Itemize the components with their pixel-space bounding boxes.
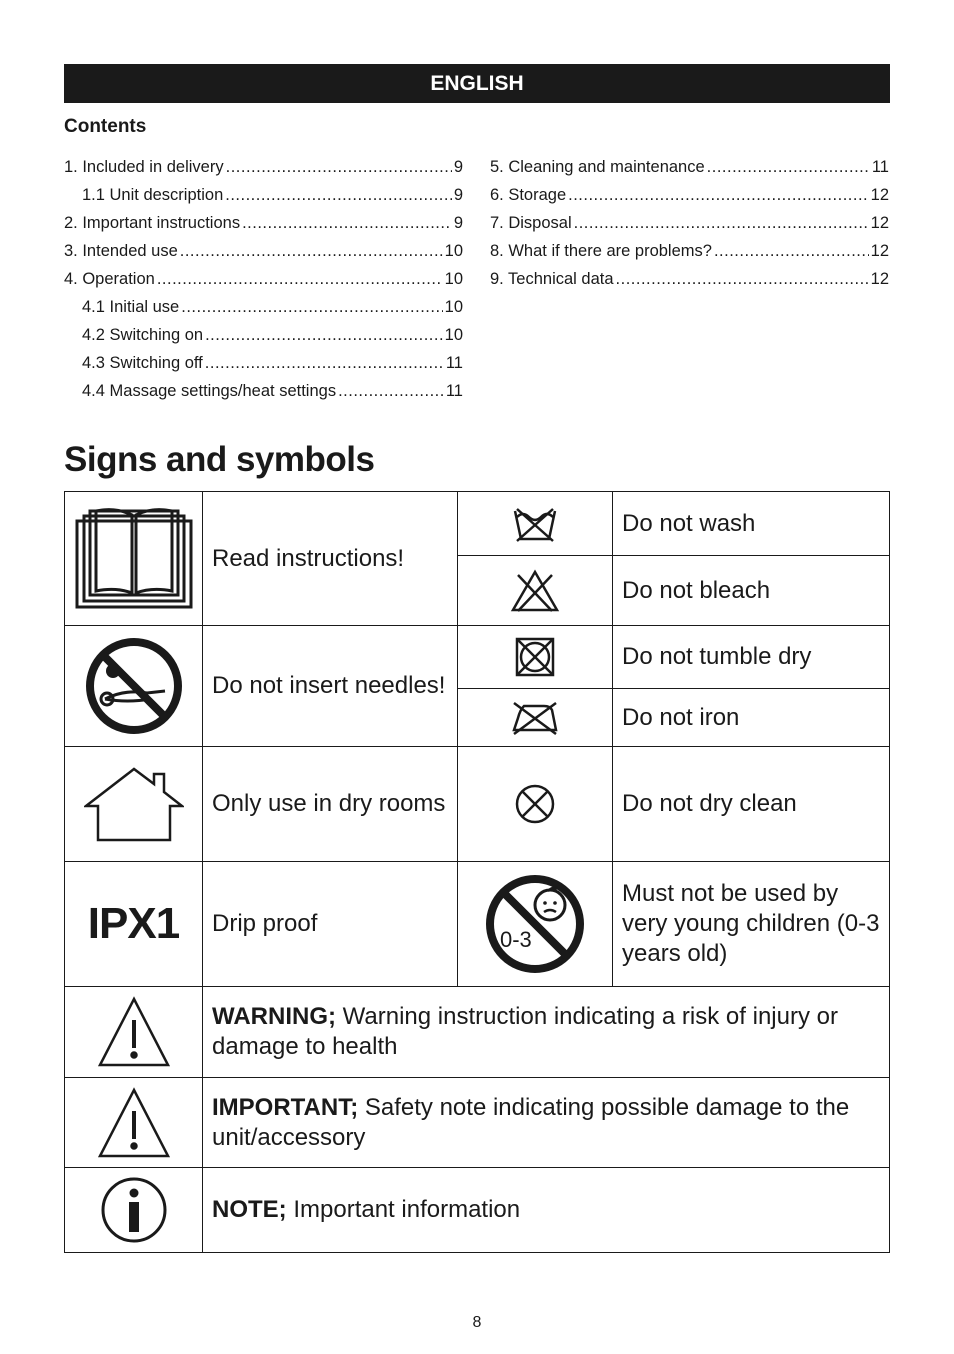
toc-entry-page: 10 [444,298,463,316]
dry-rooms-label: Only use in dry rooms [203,747,458,862]
toc-entry-label: 7. Disposal [490,214,572,232]
warning-icon-cell [65,987,203,1078]
toc-leader-dots [225,186,452,205]
toc-entry-label: 1. Included in delivery [64,158,224,176]
toc-leader-dots [714,242,869,261]
toc-leader-dots [226,158,452,177]
toc-right-column [490,158,889,298]
toc-entry [64,270,463,298]
wash-icon-cell [458,492,613,556]
toc-entry-label: 5. Cleaning and maintenance [490,158,705,176]
section-title: Signs and symbols [64,440,375,479]
toc-entry [64,326,463,354]
toc-entry-label: 2. Important instructions [64,214,241,232]
house-icon [84,766,184,842]
toc-entry-page: 9 [453,186,463,204]
toc-entry [490,214,889,242]
toc-entry [64,186,463,214]
toc-leader-dots [616,270,869,289]
toc-entry-label: 4. Operation [64,270,155,288]
bleach-icon-cell [458,556,613,626]
ipx1-mark: IPX1 [87,899,180,948]
toc-entry-label: 6. Storage [490,186,567,204]
do-not-dry-clean-icon [514,783,556,825]
child-icon-cell [458,862,613,987]
warning-description [203,987,890,1078]
toc-entry [64,214,463,242]
young-children-label: Must not be used by very young children (0-3 years old) [613,862,890,987]
toc-leader-dots [157,270,443,289]
needle-icon-cell [65,626,203,747]
do-not-bleach-label: Do not bleach [613,556,890,626]
toc-entry-label: 9. Technical data [490,270,614,288]
iron-icon-cell [458,689,613,747]
toc-entry [64,382,463,410]
toc-leader-dots [180,242,443,261]
toc-leader-dots [568,186,869,205]
contents-title: Contents [64,116,147,137]
toc-entry-label: 4.3 Switching off [82,354,203,372]
no-needles-label: Do not insert needles! [203,626,458,747]
ipx1-cell [65,862,203,987]
toc-entry [490,270,889,298]
age-badge: 0-3 [500,927,532,952]
important-label: IMPORTANT; [212,1093,359,1121]
toc-entry-page: 12 [870,242,889,260]
book-icon-cell [65,492,203,626]
toc-entry-page: 11 [871,158,889,176]
page-number: 8 [472,1314,482,1331]
toc-entry-page: 12 [870,186,889,204]
toc-leader-dots [242,214,452,233]
read-instructions-label: Read instructions! [203,492,458,626]
do-not-iron-label: Do not iron [613,689,890,747]
note-text: Important information [286,1196,521,1223]
toc-entry [64,158,463,186]
warning-label: WARNING; [212,1003,336,1030]
note-label: NOTE; [212,1196,287,1223]
toc-leader-dots [181,298,442,317]
book-icon [74,507,194,611]
toc-leader-dots [205,354,444,373]
important-text: Safety note indicating possible damage to the unit/accessory [212,1093,850,1151]
important-icon-cell [65,1078,203,1168]
toc-leader-dots [707,158,870,177]
toc-entry-page: 9 [453,158,463,176]
toc-leader-dots [338,382,444,401]
info-icon [100,1176,168,1244]
toc-left-column [64,158,463,410]
do-not-iron-icon [510,700,560,736]
toc-entry-page: 10 [444,242,463,260]
toc-entry [64,242,463,270]
toc-leader-dots [205,326,443,345]
no-young-children-icon [484,873,586,975]
toc-entry-page: 11 [445,382,463,400]
drip-proof-label: Drip proof [203,862,458,987]
language-header: ENGLISH [64,64,890,103]
no-needles-icon [85,637,183,735]
toc-entry-label: 4.4 Massage settings/heat settings [82,382,337,400]
toc-leader-dots [574,214,869,233]
toc-entry [64,354,463,382]
do-not-tumble-dry-label: Do not tumble dry [613,626,890,689]
toc-entry-page: 12 [870,270,889,288]
toc-entry-page: 10 [444,326,463,344]
do-not-bleach-icon [510,569,560,613]
toc-entry-page: 10 [444,270,463,288]
toc-entry-label: 4.2 Switching on [82,326,204,344]
toc-entry-page: 11 [445,354,463,372]
toc-entry-page: 9 [453,214,463,232]
toc-entry-label: 8. What if there are problems? [490,242,712,260]
toc-entry [490,186,889,214]
important-icon [98,1087,170,1159]
toc-entry-label: 4.1 Initial use [82,298,180,316]
warning-text: Warning instruction indicating a risk of injury or damage to health [212,1003,838,1060]
toc-entry [490,158,889,186]
warning-icon [98,996,170,1068]
do-not-wash-icon [511,505,559,543]
signs-symbols-table [64,491,890,1253]
do-not-wash-label: Do not wash [613,492,890,556]
toc-entry-label: 3. Intended use [64,242,178,260]
do-not-tumble-dry-icon [514,636,556,678]
tumble-icon-cell [458,626,613,689]
info-icon-cell [65,1168,203,1253]
toc-entry-page: 12 [870,214,889,232]
house-icon-cell [65,747,203,862]
dry-clean-icon-cell [458,747,613,862]
important-description [203,1078,890,1168]
note-description [203,1168,890,1253]
toc-entry-label: 1.1 Unit description [82,186,224,204]
do-not-dry-clean-label: Do not dry clean [613,747,890,862]
toc-entry [64,298,463,326]
toc-entry [490,242,889,270]
